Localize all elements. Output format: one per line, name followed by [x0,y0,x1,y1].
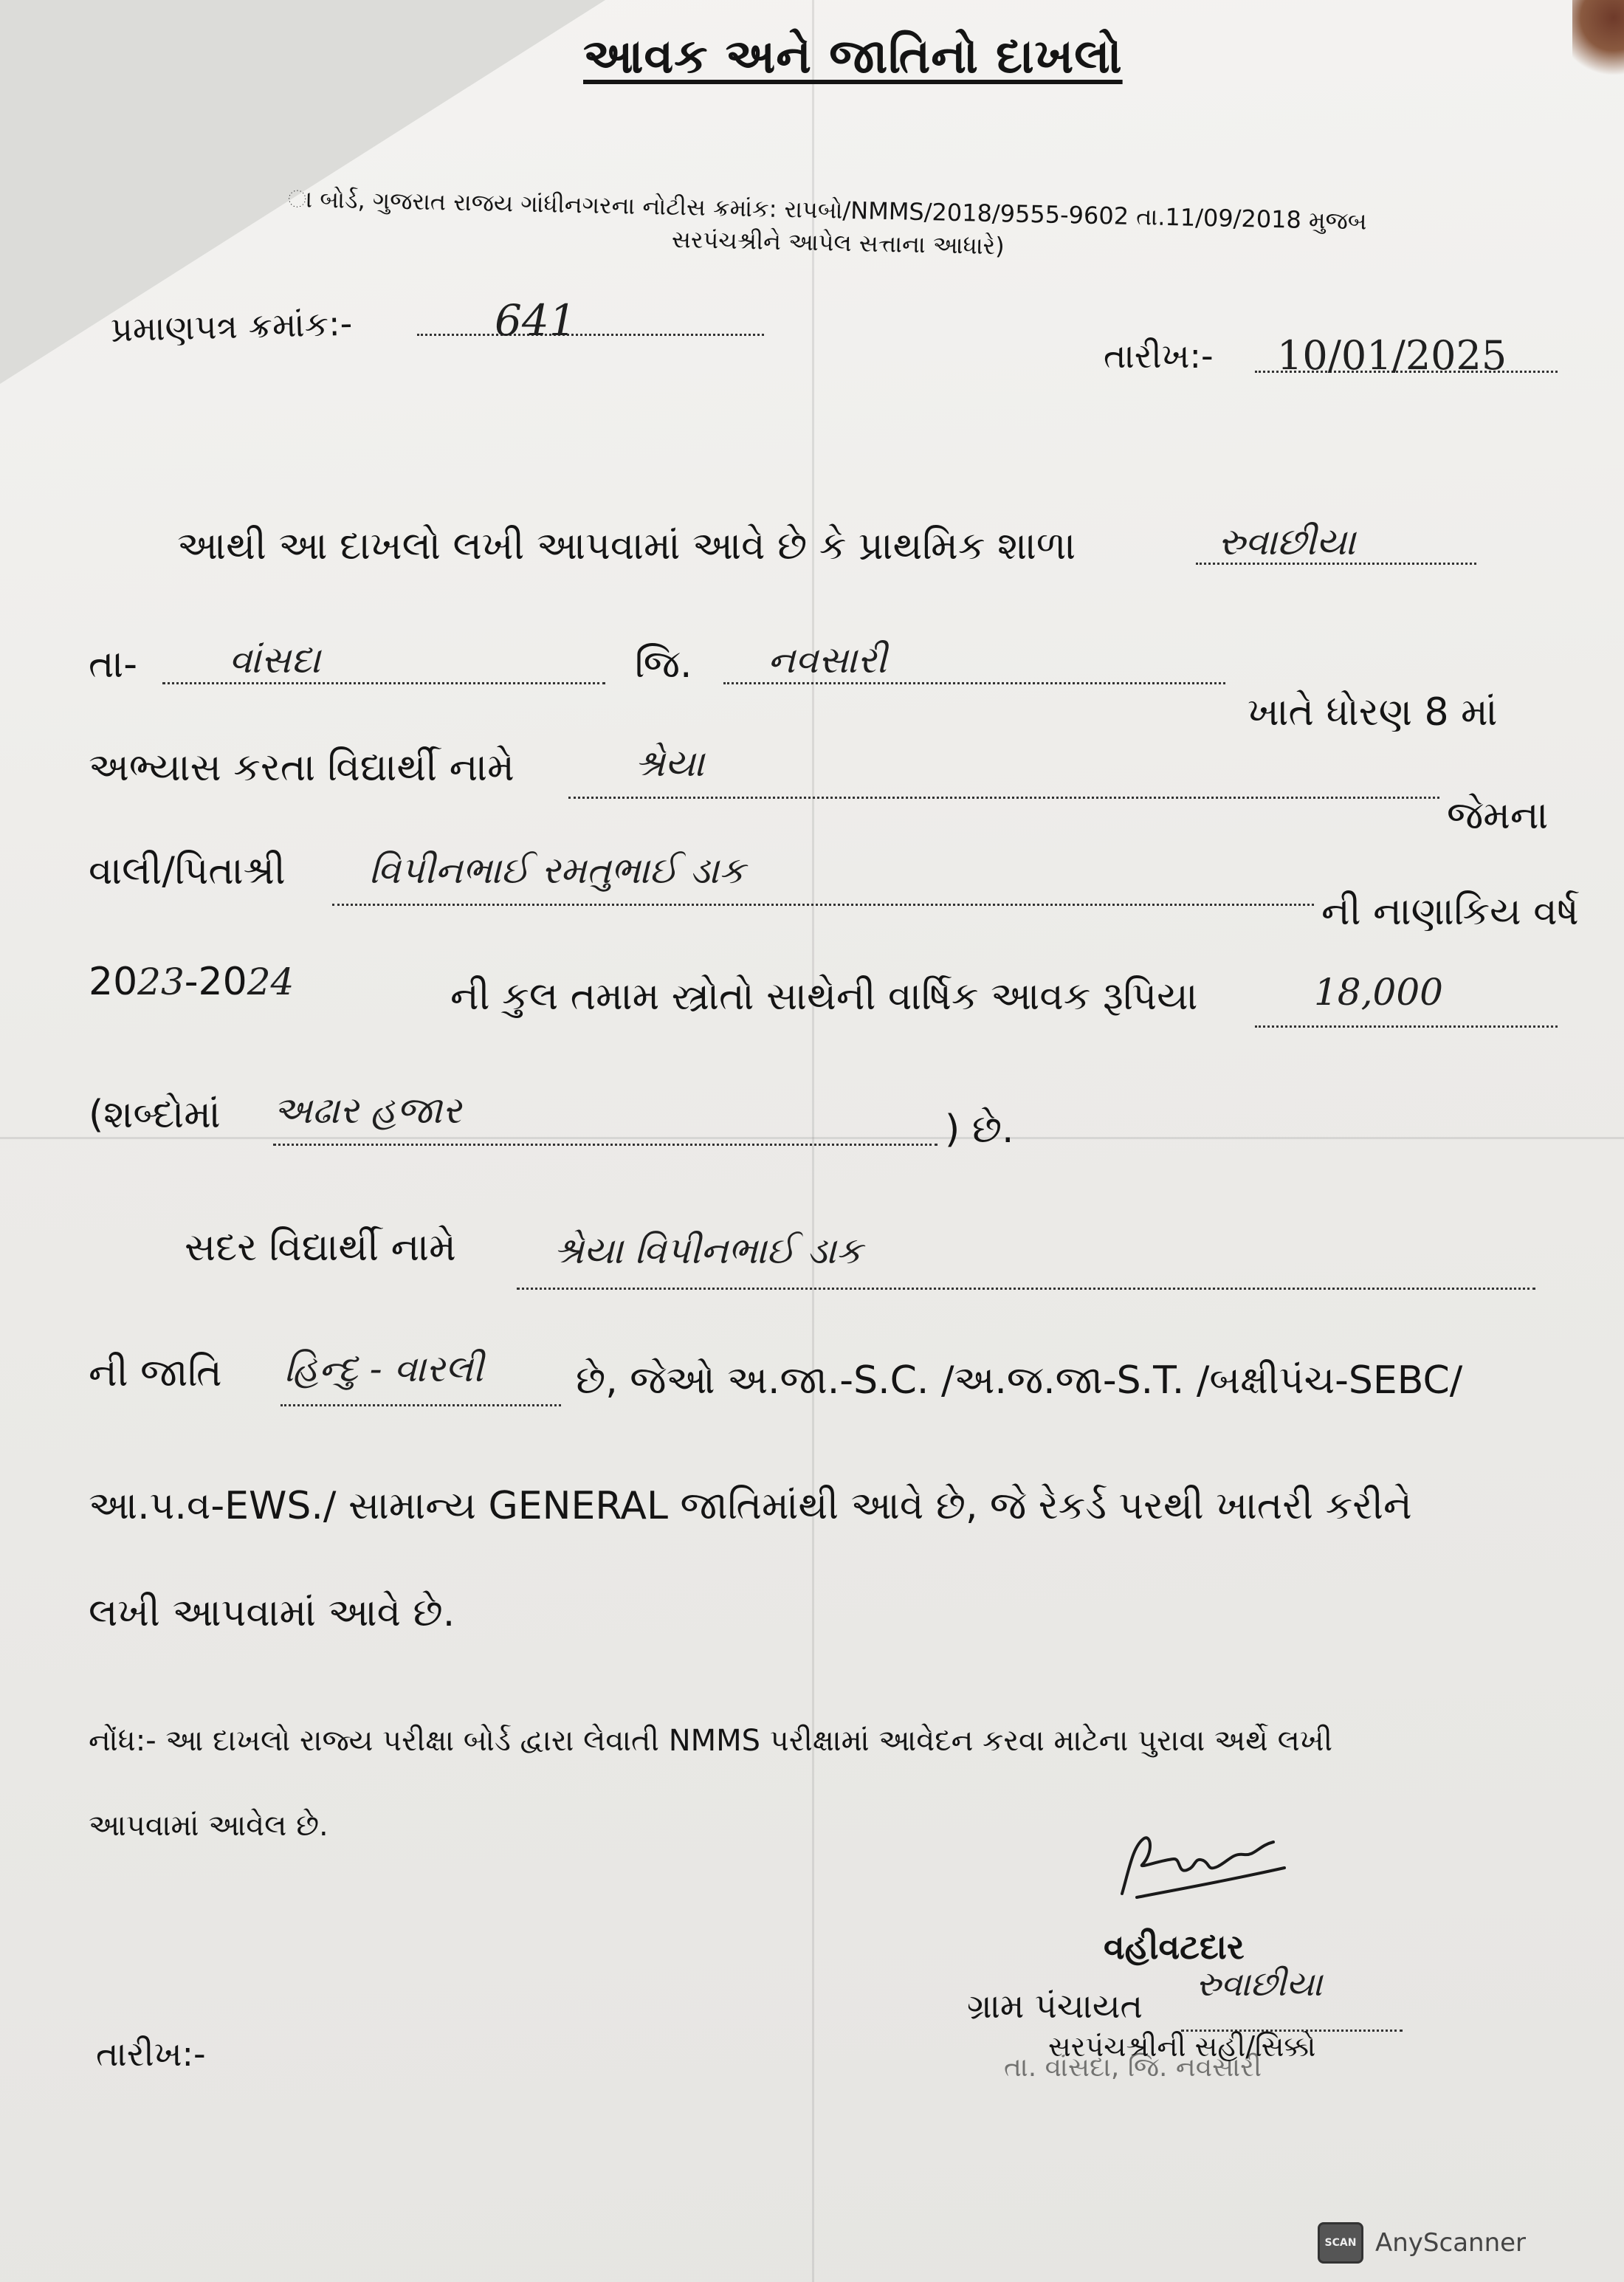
designation-label: વહીવટદાર [1104,1927,1245,1967]
student-name-label-2: સદર વિદ્યાર્થી નામે [185,1226,456,1270]
signature [1107,1824,1299,1908]
district-label: જિ. [635,642,692,687]
cert-number-label: પ્રમાણપત્ર ક્રમાંક:- [110,303,353,350]
panchayat-label: ગ્રામ પંચાયત [967,1986,1143,2026]
in-words-close: ) છે. [945,1107,1014,1152]
district-handwritten: નવસારી [768,639,887,681]
document-title: આવક અને જાતિનો દાખલો [583,30,1123,84]
footer-date-label: તારીખ:- [96,2034,206,2074]
corner-stain [1572,0,1624,89]
seal-text: સરપંચશ્રીની સહી/સિક્કો [1048,2030,1316,2063]
scan-logo-icon: SCAN [1318,2222,1363,2264]
school-name-handwritten: રુવાછીયા [1218,520,1356,563]
cert-number-dots [417,301,764,339]
body-line-1: આથી આ દાખલો લખી આપવામાં આવે છે કે પ્રાથમિક શાળા [177,524,1076,568]
guardian-name-handwritten: વિપીનભાઈ રમતુભાઈ ડાક [369,849,746,892]
date-label: તારીખ:- [1104,336,1214,376]
notice-authority-line: સરપંચશ્રીને આપેલ સત્તાના આધારે) [671,225,1005,261]
panchayat-handwritten: રુવાછીયા [1196,1964,1323,2004]
taluka-label: તા- [89,642,137,687]
year-range [89,960,294,1004]
taluka-stamp-text: તા. વાંસદા, જિ. નવસારી [1004,2052,1262,2083]
signature-scrawl-icon [1107,1824,1299,1905]
cert-number-value: 641 [495,295,577,346]
student-name-handwritten: શ્રેયા [635,742,704,785]
year-start-handwritten: 23 [137,960,185,1003]
scanner-app-name: AnyScanner [1375,2228,1527,2258]
caste-categories: છે, જેઓ અ.જા.-S.C. /અ.જ.જા-S.T. /બક્ષીપંચ-SEBC/ [576,1358,1463,1403]
year-prefix: 20 [89,960,138,1004]
income-words-handwritten: અઢાર હજાર [273,1089,461,1132]
income-value-handwritten: 18,000 [1314,971,1443,1014]
note-line-1: નોંધ:- આ દાખલો રાજ્ય પરીક્ષા બોર્ડ દ્વારા લેવાતી NMMS પરીક્ષામાં આવેદન કરવા માટેના પુરાવા અર્થે લખી [89,1724,1333,1758]
year-end-handwritten: 24 [247,960,295,1003]
body-line-10: લખી આપવામાં આવે છે. [89,1591,455,1635]
financial-year-text: ની નાણાકિય વર્ષ [1321,890,1579,934]
notice-reference-line: ા બોર્ડ, ગુજરાત રાજય ગાંધીનગરના નોટીસ ક્રમાંક: રાપબો/NMMS/2018/9555-9602 તા.11/09/2018 મુજબ [287,185,1367,236]
in-words-label: (શબ્દોમાં [89,1093,221,1137]
student-label: અભ્યાસ કરતા વિદ્યાર્થી નામે [89,746,515,790]
student-fullname-handwritten: શ્રેયા વિપીનભાઈ ડાક [554,1229,863,1272]
taluka-handwritten: વાંસદા [229,639,321,681]
caste-handwritten: હિન્દુ - વારલી [284,1347,484,1390]
whose-text: જેમના [1447,794,1549,838]
scanner-watermark [1318,2222,1526,2264]
date-value: 10/01/2025 [1277,332,1507,379]
income-label: ની કુલ તમામ સ્ત્રોતો સાથેની વાર્ષિક આવક રૂપિયા [450,975,1198,1019]
guardian-label: વાલી/પિતાશ્રી [89,849,286,893]
caste-label: ની જાતિ [89,1351,222,1395]
year-separator: -20 [184,960,247,1004]
standard-text: ખાતે ધોરણ 8 માં [1248,690,1498,735]
body-line-9: આ.પ.વ-EWS./ સામાન્ય GENERAL જાતિમાંથી આવે છે, જે રેકર્ડ પરથી ખાતરી કરીને [89,1484,1412,1528]
note-line-2: આપવામાં આવેલ છે. [89,1809,328,1843]
